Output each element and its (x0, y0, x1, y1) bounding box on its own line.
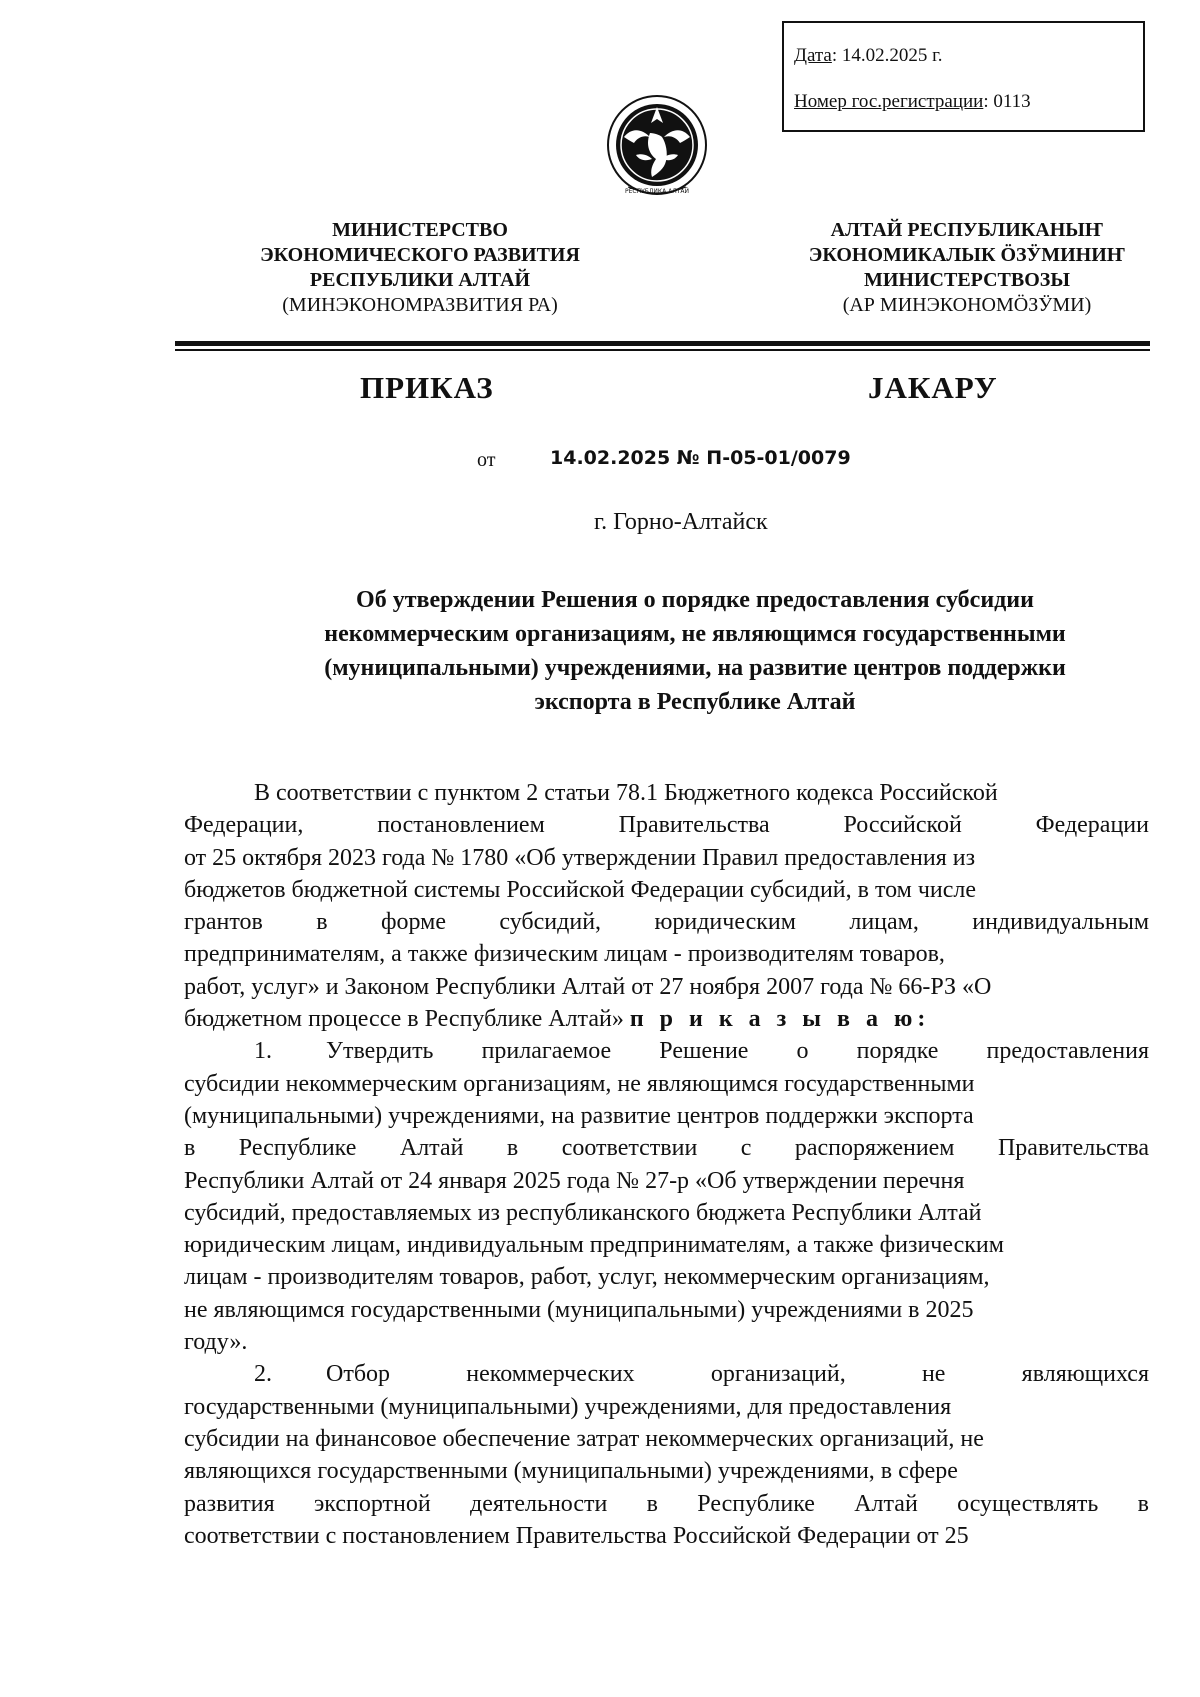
subject-line: Об утверждении Решения о порядке предоставления субсидии (356, 587, 1034, 613)
registration-date-value: : 14.02.2025 г. (831, 45, 943, 66)
body-line: развития экспортной деятельности в Республике Алтай осуществлять в (184, 1490, 1149, 1517)
ministry-alt-line2: ЭКОНОМИКАЛЫК ÖЗӰМИНИҤ (808, 244, 1126, 266)
body-line: не являющимся государственными (муниципальными) учреждениями в 2025 (184, 1296, 974, 1323)
body-line: Республики Алтай от 24 января 2025 года № 27-р «Об утверждении перечня (184, 1167, 965, 1194)
registration-date-label: Дата (794, 45, 832, 66)
order-city: г. Горно-Алтайск (594, 509, 768, 535)
body-line: году». (184, 1329, 248, 1356)
ministry-alt-line1: АЛТАЙ РЕСПУБЛИКАНЫҤ (830, 219, 1104, 241)
body-line: лицам - производителям товаров, работ, услуг, некоммерческим организациям, (184, 1264, 990, 1291)
subject-line: (муниципальными) учреждениями, на развитие центров поддержки (324, 655, 1066, 681)
body-line: В соответствии с пунктом 2 статьи 78.1 Бюджетного кодекса Российской (254, 780, 998, 806)
registration-number-label: Номер гос.регистрации (794, 91, 984, 112)
header-divider-thick (175, 341, 1150, 346)
order-subject (200, 583, 1190, 719)
ministry-ru-line1: МИНИСТЕРСТВО (332, 219, 508, 241)
body-line: бюджетов бюджетной системы Российской Федерации субсидий, в том числе (184, 876, 977, 903)
republic-altai-emblem-icon (606, 93, 708, 197)
ministry-ru-line2: ЭКОНОМИЧЕСКОГО РАЗВИТИЯ (260, 244, 580, 266)
body-line: юридическим лицам, индивидуальным предпринимателям, а также физическим (184, 1232, 1004, 1259)
item-2-number: 2. (254, 1361, 272, 1388)
body-line: соответствии с постановлением Правительства Российской Федерации от 25 (184, 1522, 969, 1549)
body-line: субсидии некоммерческим организациям, не являющимся государственными (184, 1070, 975, 1097)
body-line: являющихся государственными (муниципальными) учреждениями, в сфере (184, 1458, 958, 1485)
subject-line: некоммерческим организациям, не являющимся государственными (324, 621, 1066, 647)
body-line: работ, услуг» и Законом Республики Алтай от 27 ноября 2007 года № 66-РЗ «О (184, 973, 992, 1000)
body-line: бюджетном процессе в Республике Алтай» (184, 1006, 624, 1033)
directive-word: п р и к а з ы в а ю: (629, 1006, 931, 1033)
ministry-alt-line4: (АР МИНЭКОНОМÖЗӰМИ) (842, 294, 1092, 316)
order-number: 14.02.2025 № П-05-01/0079 (550, 447, 851, 469)
registration-box (782, 21, 1145, 132)
emblem-text: РЕСПУБЛИКА АЛТАЙ (624, 188, 690, 195)
registration-number (794, 91, 1031, 114)
body-line: от 25 октября 2023 года № 1780 «Об утверждении Правил предоставления из (184, 844, 976, 871)
body-line-with-directive (184, 1003, 1149, 1035)
item-2-first-line (184, 1358, 1149, 1390)
body-line: в Республике Алтай в соответствии с распоряжением Правительства (184, 1135, 1149, 1162)
order-title-alt: ЈАКАРУ (868, 370, 998, 405)
body-line: предпринимателям, а также физическим лицам - производителям товаров, (184, 941, 945, 968)
ministry-ru-line3: РЕСПУБЛИКИ АЛТАЙ (309, 269, 531, 291)
body-line: (муниципальными) учреждениями, на развитие центров поддержки экспорта (184, 1102, 974, 1129)
order-body (184, 777, 1149, 1552)
body-line: субсидии на финансовое обеспечение затрат некоммерческих организаций, не (184, 1425, 984, 1452)
body-line: Федерации, постановлением Правительства Российской Федерации (184, 812, 1149, 839)
body-line: государственными (муниципальными) учреждениями, для предоставления (184, 1393, 952, 1420)
subject-line: экспорта в Республике Алтай (534, 689, 856, 715)
registration-date (794, 45, 943, 68)
ministry-alt-line3: МИНИСТЕРСТВОЗЫ (863, 269, 1070, 291)
body-line: Утвердить прилагаемое Решение о порядке предоставления (326, 1038, 1149, 1065)
item-1-first-line (184, 1035, 1149, 1067)
body-line: грантов в форме субсидий, юридическим лицам, индивидуальным (184, 909, 1149, 936)
registration-number-value: : 0113 (983, 91, 1031, 112)
order-from-label: от (477, 449, 496, 471)
body-line: субсидий, предоставляемых из республиканского бюджета Республики Алтай (184, 1199, 982, 1226)
header-divider-thin (175, 349, 1150, 351)
ministry-alt-header (777, 218, 1157, 318)
order-title-ru: ПРИКАЗ (360, 370, 494, 405)
body-line: Отбор некоммерческих организаций, не являющихся (326, 1361, 1149, 1388)
item-1-number: 1. (254, 1038, 272, 1065)
ministry-ru-header (230, 218, 610, 318)
ministry-ru-line4: (МИНЭКОНОМРАЗВИТИЯ РА) (282, 294, 558, 316)
